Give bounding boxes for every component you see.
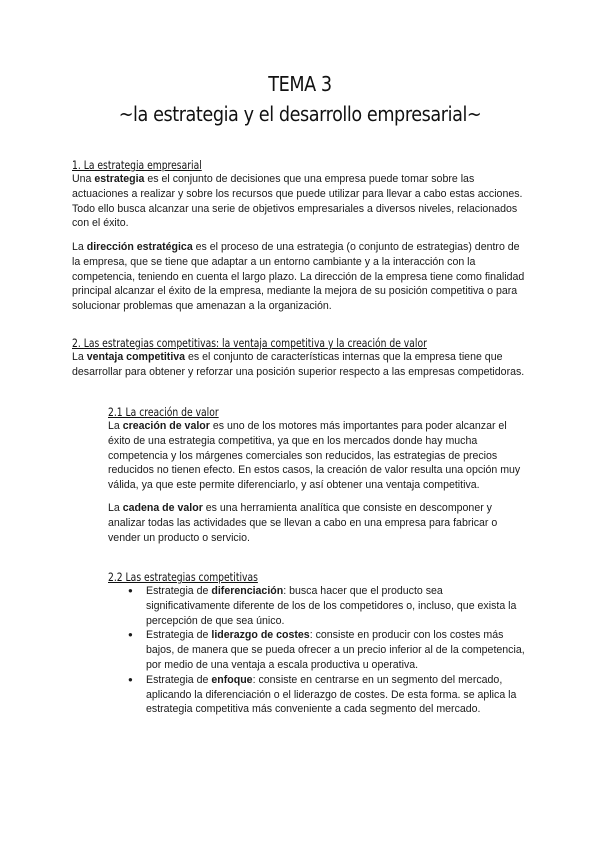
section-1-paragraph-2 xyxy=(72,240,528,314)
page-title: TEMA 3 xyxy=(268,72,332,96)
text: es una herramienta analítica que consiste en descomponer y analizar todas las actividades que se llevan a cabo en una empresa para fabricar o vender un producto o servicio. xyxy=(108,502,498,544)
page-subtitle: ~la estrategia y el desarrollo empresarial~ xyxy=(118,102,482,126)
term-liderazgo-de-costes: liderazgo de costes xyxy=(211,629,310,642)
section-1-heading: 1. La estrategia empresarial xyxy=(72,158,202,172)
text: La xyxy=(108,420,123,432)
text: : consiste en producir con los costes más bajos, de manera que se pueda ofrecer a un precio inferior al de la competencia, por medio de una ventaja a escala productiva u operativa. xyxy=(146,629,525,671)
text: : consiste en centrarse en un segmento del mercado, aplicando la diferenciación o el liderazgo de costes. De esta forma. se aplica la estrategia competitiva más conveniente a cada segmento del mercado. xyxy=(146,673,517,716)
term-estrategia: estrategia xyxy=(94,173,145,185)
subsection-2-2-heading: 2.2 Las estrategias competitivas xyxy=(108,570,258,584)
text: : busca hacer que el producto sea significativamente diferente de los de los competidores o, incluso, que exista la percepción de que sea único. xyxy=(146,585,517,627)
term-direccion-estrategica: dirección estratégica xyxy=(86,241,193,253)
term-diferenciacion: diferenciación xyxy=(211,585,284,597)
subsection-2-1-heading: 2.1 La creación de valor xyxy=(108,405,219,419)
list-item xyxy=(124,628,528,672)
text: Estrategia de xyxy=(146,585,212,597)
section-2-heading: 2. Las estrategias competitivas: la ventaja competitiva y la creación de valor xyxy=(72,336,427,350)
list-item xyxy=(124,584,528,628)
text: La xyxy=(72,351,87,363)
section-1-paragraph-1 xyxy=(72,172,528,231)
text: La xyxy=(108,502,123,514)
text: Una xyxy=(72,173,95,185)
section-2-paragraph-1 xyxy=(72,350,528,380)
term-creacion-de-valor: creación de valor xyxy=(122,420,210,432)
term-cadena-de-valor: cadena de valor xyxy=(122,502,203,514)
list-item xyxy=(124,673,528,717)
text: es uno de los motores más importantes para poder alcanzar el éxito de una estrategia competitiva, ya que en los mercados donde hay mucha competencia y los márgenes comerciales son reducidos, las estrategias de precios reducidos no tienen efecto. En estos casos, la creación de valor resulta una opción muy válida, ya que este permite diferenciarlo, y así obtener una ventaja competitiva. xyxy=(108,420,521,492)
subsection-2-1-paragraph-1 xyxy=(108,419,528,493)
text: es el conjunto de características internas que la empresa tiene que desarrollar para obtener y reforzar una posición superior respecto a las empresas competidoras. xyxy=(72,351,525,378)
text: es el proceso de una estrategia (o conjunto de estrategias) dentro de la empresa, que se tiene que adaptar a un entorno cambiante y a la interacción con la competencia, teniendo en cuenta el largo plazo. La dirección de la empresa tiene como finalidad principal alcanzar el éxito de la empresa, mediante la mejora de su posición competitiva o para solucionar problemas que amenazan a la organización. xyxy=(72,241,525,313)
term-enfoque: enfoque xyxy=(211,673,253,686)
strategies-list xyxy=(124,584,528,717)
subsection-2-1-paragraph-2 xyxy=(108,501,528,545)
text: La xyxy=(72,241,87,253)
term-ventaja-competitiva: ventaja competitiva xyxy=(86,351,186,363)
text: Estrategia de xyxy=(146,673,212,686)
text: Estrategia de xyxy=(146,629,212,642)
text: es el conjunto de decisiones que una empresa puede tomar sobre las actuaciones a realizar y sobre los recursos que puede utilizar para llevar a cabo estas acciones. Todo ello busca alcanzar una serie de objetivos empresariales a diversos niveles, relacionados con el éxito. xyxy=(72,173,523,230)
